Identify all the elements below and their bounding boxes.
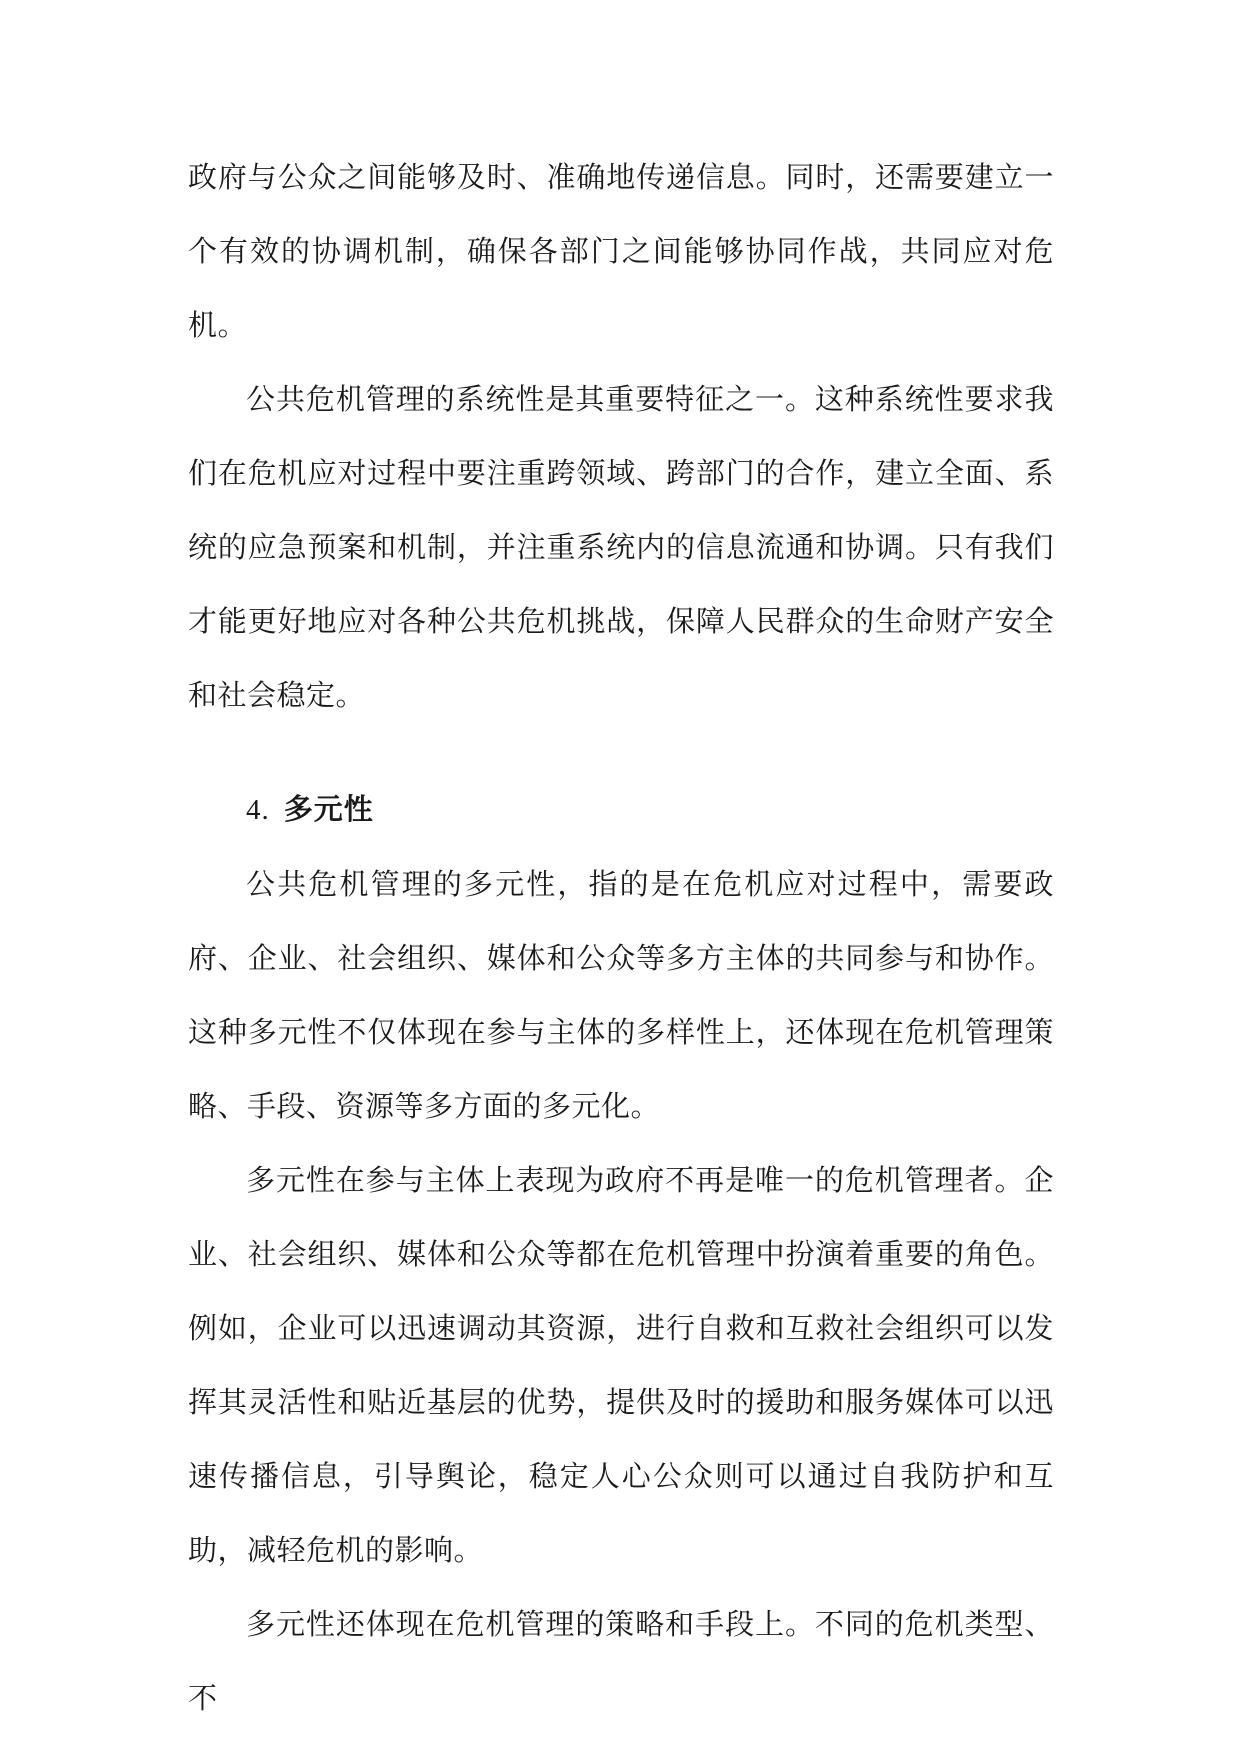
paragraph-continuation: 政府与公众之间能够及时、准确地传递信息。同时，还需要建立一个有效的协调机制，确保各部门之间能够协同作战，共同应对危机。 xyxy=(188,160,1054,342)
section-heading xyxy=(188,772,1054,847)
document-body xyxy=(188,140,1054,1735)
section-number: 4. xyxy=(246,794,270,826)
section-title: 多元性 xyxy=(283,792,374,826)
paragraph-systematic: 公共危机管理的系统性是其重要特征之一。这种系统性要求我们在危机应对过程中要注重跨领域、跨部门的合作，建立全面、系统的应急预案和机制，并注重系统内的信息流通和协调。只有我们才能更好地应对各种公共危机挑战，保障人民群众的生命财产安全和社会稳定。 xyxy=(188,382,1054,712)
paragraph-diversity-actors: 多元性在参与主体上表现为政府不再是唯一的危机管理者。企业、社会组织、媒体和公众等都在危机管理中扮演着重要的角色。例如，企业可以迅速调动其资源，进行自救和互救社会组织可以发挥其灵活性和贴近基层的优势，提供及时的援助和服务媒体可以迅速传播信息，引导舆论，稳定人心公众则可以通过自我防护和互助，减轻危机的影响。 xyxy=(188,1163,1054,1567)
paragraph-diversity-intro: 公共危机管理的多元性，指的是在危机应对过程中，需要政府、企业、社会组织、媒体和公众等多方主体的共同参与和协作。这种多元性不仅体现在参与主体的多样性上，还体现在危机管理策略、手段、资源等多方面的多元化。 xyxy=(188,867,1054,1123)
paragraph-diversity-strategies: 多元性还体现在危机管理的策略和手段上。不同的危机类型、不 xyxy=(188,1607,1054,1715)
